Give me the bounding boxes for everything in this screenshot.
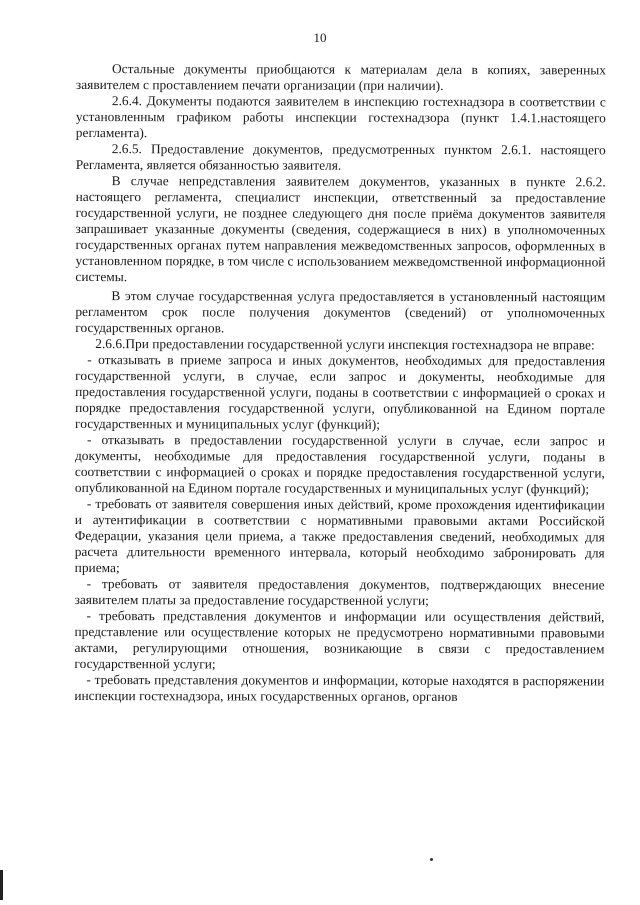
list-item-require-actions: - требовать от заявителя совершения иных действий, кроме прохождения идентификации и аутентификации в соответствии с нормативными правовыми актами Российской Федерации, указания цели приема, а также предоставления сведений, необходимых для расчета длительности временного интервала, который необходимо забронировать для приема; bbox=[74, 496, 605, 576]
list-item-require-payment-proof: - требовать от заявителя предоставления документов, подтверждающих внесение заявителем платы за предоставление государственной услуги; bbox=[74, 576, 605, 608]
paragraph-non-submission: В случае непредставления заявителем документов, указанных в пункте 2.6.2. настоящего регламента, специалист инспекции, ответственный за предоставление государственной услуги, не позднее следующего дня после приёма документов заявителя запрашивает указанные документы (сведения, содержащиеся в них) в уполномоченных государственных органах путем направления межведомственных запросов, оформленных в установленном порядке, в том числе с использованием межведомственной информационной системы. bbox=[75, 173, 606, 285]
document-body bbox=[74, 61, 606, 705]
paragraph-2-6-4: 2.6.4. Документы подаются заявителем в инспекцию гостехнадзора в соответствии с установленным графиком работы инспекции гостехнадзора (пункт 1.4.1.настоящего регламента). bbox=[75, 93, 606, 141]
list-item-require-held-documents: - требовать представления документов и информации, которые находятся в распоряжении инспекции гостехнадзора, иных государственных органов, органов bbox=[74, 672, 605, 705]
paragraph-2-6-5: 2.6.5. Предоставление документов, предусмотренных пунктом 2.6.1. настоящего Регламента, является обязанностью заявителя. bbox=[75, 141, 606, 173]
paragraph-service-term: В этом случае государственная услуга предоставляется в установленный настоящим регламентом срок после получения документов (сведений) от уполномоченных государственных органов. bbox=[75, 288, 606, 336]
paragraph-2-6-6: 2.6.6.При предоставлении государственной услуги инспекция гостехнадзора не вправе: bbox=[95, 336, 595, 353]
list-item-require-unregulated-documents: - требовать представления документов и информации или осуществления действий, представление или осуществление которых не предусмотрено нормативными правовыми актами, регулирующими отношения, возникающие в связи с предоставлением государственной услуги; bbox=[74, 608, 605, 672]
scan-speck bbox=[430, 858, 433, 861]
list-item-refuse-acceptance: - отказывать в приеме запроса и иных документов, необходимых для предоставления государственной услуги, в случае, если запрос и документы, необходимые для предоставления государственной услуги, поданы в соответствии с информацией о сроках и порядке предоставления государственной услуги, опубликованной на Едином портале государственных и муниципальных услуг (функций); bbox=[75, 352, 606, 432]
scan-edge-mark bbox=[0, 870, 3, 900]
paragraph-copies: Остальные документы приобщаются к материалам дела в копиях, заверенных заявителем с проставлением печати организации (при наличии). bbox=[75, 61, 606, 93]
list-item-refuse-provision: - отказывать в предоставлении государственной услуги в случае, если запрос и документы, необходимые для предоставления государственной услуги, поданы в соответствии с информацией о сроках и порядке предоставления государственной услуги, опубликованной на Едином портале государственных и муниципальных услуг (функций); bbox=[74, 432, 606, 497]
page-number: 10 bbox=[313, 30, 327, 45]
